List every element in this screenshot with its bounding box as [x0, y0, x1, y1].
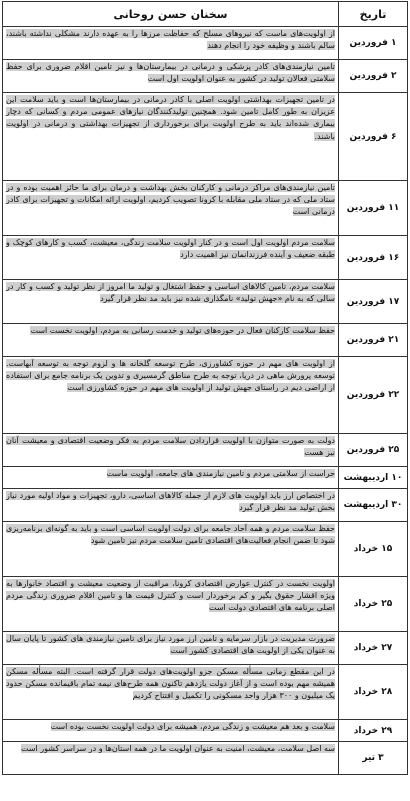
row-date: ۲۵ خرداد: [339, 577, 408, 632]
row-quote-cell: [3, 577, 339, 632]
row-date: ۳۰ اردیبهشت: [339, 489, 408, 522]
row-date: ۲۲ فروردین: [339, 357, 408, 434]
row-date: ۲ فروردین: [339, 60, 408, 93]
row-date: ۲۱ فروردین: [339, 324, 408, 357]
table-row: [3, 324, 408, 357]
table-row: [3, 181, 408, 236]
row-quote-cell: [3, 434, 339, 467]
table-row: [3, 357, 408, 434]
row-quote-cell: [3, 324, 339, 357]
row-quote-cell: [3, 489, 339, 522]
row-quote: سلامت و بعد هم معیشت و زندگی مردم، همیشه برای دولت اولویت نخست بوده است: [50, 722, 335, 731]
row-quote: حفظ سلامت مردم و همه آحاد جامعه برای دولت اولویت اساسی است و باید به گونه‌ای برنامه‌ریزی شود تا ضمن انجام فعالیت‌های اقتصادی تامین سلامت مردم نیز تامین شود: [6, 524, 335, 546]
row-date: ۱۷ فروردین: [339, 280, 408, 324]
table-row: [3, 60, 408, 93]
table-row: [3, 434, 408, 467]
row-quote-cell: [3, 280, 339, 324]
table-row: [3, 577, 408, 632]
row-quote-cell: [3, 93, 339, 181]
row-quote: تامین نیازمندی‌های مراکز درمانی و کارکنان بخش بهداشت و درمان برای ما حائز اهمیت بوده و در ستاد ملی که در ستاد ملی مقابله با کرونا تصویب کردیم، اولویت ارائه امکانات و تجهیزات برای کادر درمانی است: [6, 183, 335, 217]
table-row: [3, 280, 408, 324]
row-quote-cell: [3, 236, 339, 280]
row-quote-cell: [3, 27, 339, 60]
row-quote: حفظ سلامت کارکنان فعال در حوزه‌های تولید و خدمت رسانی به مردم، اولویت نخست است: [30, 326, 335, 335]
row-date: ۲۸ خرداد: [339, 665, 408, 720]
row-date: ۱ فروردین: [339, 27, 408, 60]
row-quote-cell: [3, 742, 339, 775]
row-quote-cell: [3, 522, 339, 577]
row-quote-cell: [3, 720, 339, 742]
row-date: ۱۰ اردیبهشت: [339, 467, 408, 489]
row-date: ۳ تیر: [339, 742, 408, 775]
row-date: ۱۵ خرداد: [339, 522, 408, 577]
date-column-header: تاریخ: [339, 2, 408, 27]
row-date: ۱۶ فروردین: [339, 236, 408, 280]
row-quote: تامین نیازمندی‌های کادر پزشکی و درمانی در بیمارستان‌ها و نیز تامین اقلام ضروری برای حفظ سلامتی فعالان تولید در کشور به عنوان اولویت اول است: [6, 62, 335, 84]
row-quote-cell: [3, 632, 339, 665]
row-quote: سلامت مردم اولویت اول است و در کنار اولویت سلامت زندگی، معیشت، کسب و کارهای کوچک و طبقه ضعیف و آینده فرزندانمان نیز اهمیت دارد: [6, 238, 335, 260]
table-row: [3, 742, 408, 775]
row-date: ۱۱ فروردین: [339, 181, 408, 236]
row-quote: سه اصل سلامت، معیشت، امنیت به عنوان اولویت ما در همه استان‌ها و در سراسر کشور است: [20, 744, 335, 753]
table-row: [3, 467, 408, 489]
table-row: [3, 27, 408, 60]
row-date: ۲۵ فروردین: [339, 434, 408, 467]
row-quote: حراست از سلامتی مردم و تامین نیازمندی های جامعه، اولویت ماست: [106, 469, 335, 478]
row-quote: در تامین تجهیزات بهداشتی اولویت اصلی با کادر درمانی در بیمارستان‌ها است و باید سلامت این عزیزان به طور کامل تامین شود. همچنین تولیدکنندگان نیازهای عمومی مردم و کسانی که دچار بیماری شده‌اند باید به طرح اولویت برای برخورداری از تجهیزات بهداشتی و درمانی در اولویت باشند.: [6, 95, 335, 141]
table-row: [3, 632, 408, 665]
table-row: [3, 236, 408, 280]
table-row: [3, 665, 408, 720]
row-date: ۲۷ خرداد: [339, 632, 408, 665]
table-row: [3, 522, 408, 577]
row-quote: از اولویت‌های ماست که نیروهای مسلح که حفاظت مرزها را به عهده دارند مشکلی نداشته باشند، سالم باشند و وظیفه خود را انجام دهند: [6, 29, 335, 51]
table-row: [3, 93, 408, 181]
row-quote: اولویت نخست در کنترل عوارض اقتصادی کرونا، مراقبت از وضعیت معیشت و اقتصاد خانوارها به ویژه اقشار حقوق بگیر و کم برخوردار است و کنترل قیمت ها و تامین اقلام ضروری زندگی مردم اصلی برنامه های اقتصادی دولت است: [6, 579, 335, 613]
table-header-row: [3, 2, 408, 27]
quotes-table: [2, 1, 408, 775]
row-quote: در این مقطع زمانی مسأله مسکن جزو اولویت‌های دولت قرار گرفته است. البته مسأله مسکن همیشه مهم بوده است و از آغاز دولت یازدهم تاکنون همه طرح‌های نیمه تمام باقیمانده مسکن حدود یک میلیون و ۳۰۰ هزار واحد مسکونی را تکمیل و افتتاح کردیم: [6, 667, 335, 701]
quote-column-header: سخنان حسن روحانی: [3, 2, 339, 27]
row-quote: از اولویت های مهم در حوزه کشاورزی، طرح توسعه گلخانه ها و لزوم توجه به توسعه آبهاست. توسعه پرورش ماهی در دریا، توجه به طرح مناطق گرمسیری و تدوین یک برنامه جامع برای استفاده از اراضی دیم در راستای جهش تولید از اولویت های مهم در حوزه کشاورزی است: [6, 359, 335, 393]
row-date: ۶ فروردین: [339, 93, 408, 181]
row-quote: در اختصاص ارز باید اولویت های لازم از جمله کالاهای اساسی، دارو، تجهیزات و مواد اولیه مورد نیاز بخش تولید مد نظر قرار گیرد: [6, 491, 335, 513]
row-quote-cell: [3, 467, 339, 489]
table-row: [3, 720, 408, 742]
row-quote: دولت به صورت متوازن با اولویت قراردادن سلامت مردم به فکر وضعیت اقتصادی و معیشت آنان نیز هست: [6, 436, 335, 458]
table-row: [3, 489, 408, 522]
row-quote: ضرورت مدیریت در بازار سرمایه و تامین ارز مورد نیاز برای تامین نیازمندی های کشور تا پایان سال به عنوان یکی از اولویت های اقتصادی کشور است: [6, 634, 335, 656]
row-quote: سلامت مردم، تامین کالاهای اساسی و حفظ اشتغال و تولید ما امروز از نظر تولید و کسب و کار در سالی که به نام «جهش تولید» نامگذاری شده نیز باید مد نظر قرار گیرد: [6, 282, 335, 304]
row-quote-cell: [3, 181, 339, 236]
row-quote-cell: [3, 60, 339, 93]
row-quote-cell: [3, 665, 339, 720]
row-date: ۲۹ خرداد: [339, 720, 408, 742]
row-quote-cell: [3, 357, 339, 434]
